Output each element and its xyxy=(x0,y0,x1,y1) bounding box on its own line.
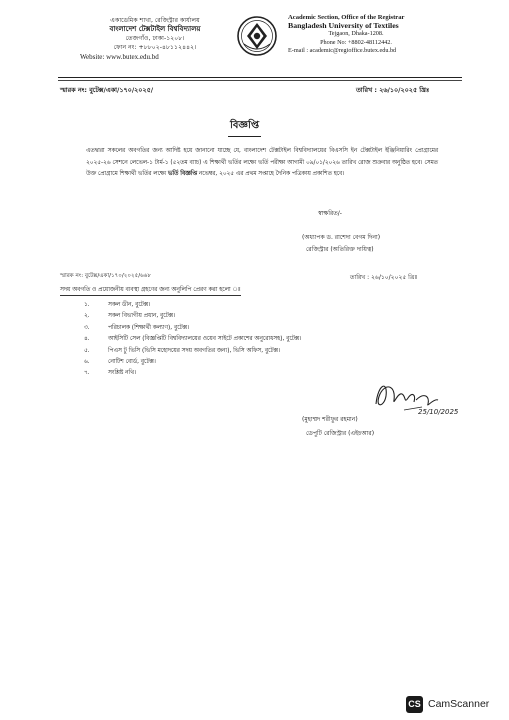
deputy-registrar-designation: ডেপুটি রেজিস্ট্রার (এইচআর) xyxy=(306,430,375,437)
university-logo xyxy=(236,14,278,58)
memo-number-2: স্মারক নং: বুটেক্স/একা/১৭০/২০২৫/৬৬৮ xyxy=(60,273,152,279)
deputy-registrar-name: (মুহাম্মদ শরীফুর রহমান) xyxy=(302,416,358,423)
header-en-line-3: Tejgaon, Dhaka-1208. xyxy=(328,30,384,38)
camscanner-logo-icon: CS xyxy=(406,696,423,713)
header-en-line-4: Phone No: +8802-48112442. xyxy=(320,38,392,46)
notice-date-2: তারিখ : ২৬/১০/২০২৫ খ্রিঃ xyxy=(350,274,418,281)
copy-distribution-note: সদয় অবগতি ও প্রয়োজনীয় ব্যবস্থা গ্রহণের জন্য অনুলিপি প্রেরণ করা হলো ঃ xyxy=(60,285,241,296)
distribution-item: ৫. পিএস টু ভিসি (ভিসি মহোদয়ের সদয় অবগতির জন্য), ভিসি অফিস, বুটেক্স। xyxy=(84,347,280,354)
header-en-line-2: Bangladesh University of Textiles xyxy=(288,21,399,31)
distribution-item: ৬. নোটিশ বোর্ড, বুটেক্স। xyxy=(84,358,156,365)
handwritten-signature xyxy=(368,374,460,418)
header-bn-line-3: তেজগাঁও, ঢাকা-১২০৮। xyxy=(125,35,185,42)
distribution-list xyxy=(86,300,426,380)
header-rule-bottom xyxy=(58,80,462,81)
header-bn-line-1: একাডেমিক শাখা, রেজিস্ট্রার কার্যালয় xyxy=(110,17,200,24)
header-bn-line-4: ফোন নং: +৮৮০২-৪৮১১২৪৪২। xyxy=(113,44,197,51)
distribution-item: ৪. আইসিটি সেল (বিজ্ঞপ্তিটি বিশ্ববিদ্যালয়ের ওয়েব সাইটে প্রকাশের অনুরোধসহ), বুটেক্স। xyxy=(84,336,302,343)
header-bangla-block xyxy=(80,16,230,62)
header-website: Website: www.butex.edu.bd xyxy=(80,53,159,61)
registrar-name: (অধ্যাপক ড. রাশেদা বেগম দিনা) xyxy=(302,234,381,241)
camscanner-badge xyxy=(406,694,506,716)
notice-body-bold: ভর্তি বিজ্ঞপ্তি xyxy=(168,171,198,178)
notice-body-part-1: এতদ্বারা সকলের অবগতির জন্য আদিষ্ট হয়ে জানানো যাচ্ছে যে, বাংলাদেশ টেক্সটাইল বিশ্ববিদ্যালয়ের বিএসসি ইন টেক্সটাইল ইঞ্জিনিয়ারিং প্রোগ্রামের ২০২৫-২৬ সেশনে লেভেল-১ টার্ম-১ (৫২তম ব্যাচ) এ শিক্ষার্থী ভর্তির লক্ষ্যে ভর্তি পরীক্ষা আগামী ০৯/০১/২০২৬ তারিখ রোজ শুক্রবার অনুষ্ঠিত হবে। সেমত উক্ত প্রোগ্রামে শিক্ষার্থী ভর্তির লক্ষ্যে xyxy=(86,148,438,178)
header-en-email: E-mail : academic@regioffice.butex.edu.bd xyxy=(288,46,397,54)
notice-date: তারিখ : ২৬/১০/২০২৫ খ্রিঃ xyxy=(356,86,430,94)
header-english-block xyxy=(288,14,438,55)
camscanner-label: CamScanner xyxy=(428,698,490,710)
header-bn-line-2: বাংলাদেশ টেক্সটাইল বিশ্ববিদ্যালয় xyxy=(109,25,201,33)
registrar-designation: রেজিস্ট্রার (অতিরিক্ত দায়িত্ব) xyxy=(306,246,374,253)
signed-mark: স্বাক্ষরিত/- xyxy=(318,210,342,217)
distribution-item: ২. সকল বিভাগীয় প্রধান, বুটেক্স। xyxy=(84,313,176,320)
notice-body xyxy=(86,146,438,181)
distribution-item: ৩. পরিচালক (শিক্ষার্থী কল্যাণ), বুটেক্স। xyxy=(84,324,190,331)
header-en-line-1: Academic Section, Office of the Registrar xyxy=(288,14,405,21)
memo-number: স্মারক নং: বুটেক্স/একা/১৭০/২০২৫/ xyxy=(60,86,154,94)
distribution-item: ১. সকল ডীন, বুটেক্স। xyxy=(84,302,151,308)
handwritten-date: 25/10/2025 xyxy=(418,408,459,416)
notice-body-part-2: নভেম্বর, ২০২৫ এর প্রথম সপ্তাহে দৈনিক পত্রিকায় প্রকাশিত হবে। xyxy=(197,171,345,178)
notice-title: বিজ্ঞপ্তি xyxy=(228,118,261,137)
header-rule-top xyxy=(58,77,462,78)
distribution-item: ৭. সংশ্লিষ্ট নথি। xyxy=(84,370,137,377)
